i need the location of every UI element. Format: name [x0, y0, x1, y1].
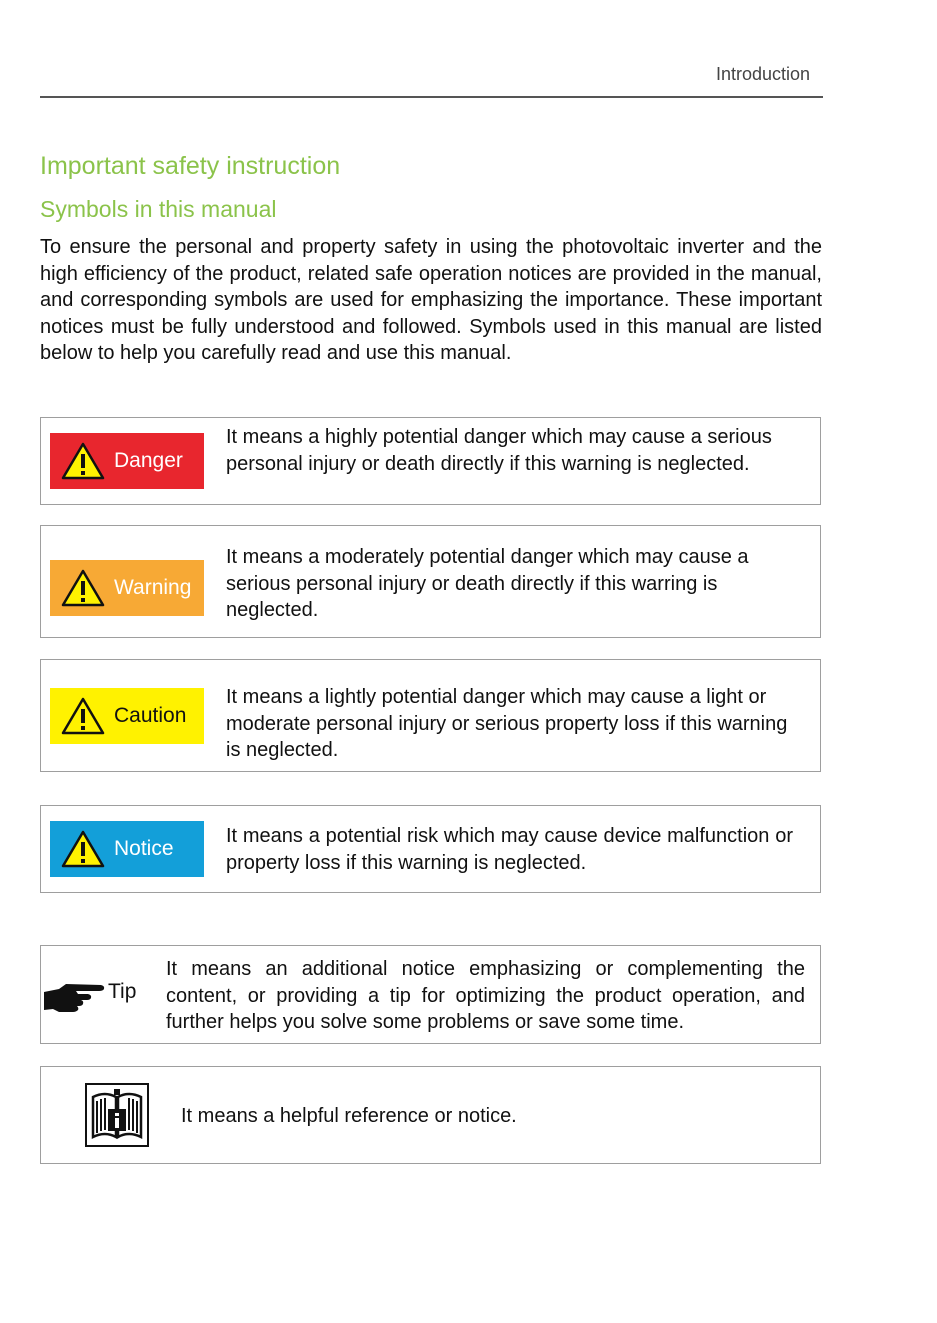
tip-description: It means an additional notice emphasizing or complementing the content, or providing a tip for optimizing the product operation, and further helps you solve some problems or save some time. — [166, 958, 805, 1033]
warning-triangle-icon — [61, 696, 105, 736]
symbol-box-danger — [40, 417, 821, 505]
tip-label: Tip — [108, 980, 137, 1003]
warning-label-text: Warning — [114, 576, 192, 599]
notice-label — [50, 821, 204, 877]
section-title: Symbols in this manual — [40, 196, 277, 222]
notice-description: It means a potential risk which may cause device malfunction or property loss if this warning is neglected. — [226, 825, 793, 874]
manual-book-icon — [85, 1083, 149, 1147]
warning-label — [50, 560, 204, 616]
danger-description: It means a highly potential danger which may cause a serious personal injury or death directly if this warning is neglected. — [226, 426, 772, 475]
danger-label — [50, 433, 204, 489]
danger-label-text: Danger — [114, 449, 183, 472]
symbol-box-warning — [40, 525, 821, 638]
reference-box — [40, 1066, 821, 1164]
pointing-hand-icon — [41, 978, 107, 1016]
warning-triangle-icon — [61, 441, 105, 481]
reference-description: It means a helpful reference or notice. — [181, 1105, 517, 1127]
warning-description: It means a moderately potential danger which may cause a serious personal injury or death directly if this warring is neglected. — [226, 546, 749, 621]
intro-paragraph: To ensure the personal and property safety in using the photovoltaic inverter and the high efficiency of the product, related safe operation notices are provided in the manual, and corresponding symbols are used for emphasizing the importance. These important notices must be fully understood and followed. Symbols used in this manual are listed below to help you carefully read and use this manual. — [40, 236, 822, 364]
notice-label-text: Notice — [114, 837, 174, 860]
page-title: Important safety instruction — [40, 152, 341, 180]
caution-label-text: Caution — [114, 704, 187, 727]
warning-triangle-icon — [61, 568, 105, 608]
symbol-box-caution — [40, 659, 821, 772]
symbol-box-notice — [40, 805, 821, 893]
running-header: Introduction — [715, 64, 810, 84]
header-rule — [40, 96, 823, 98]
caution-label — [50, 688, 204, 744]
caution-description: It means a lightly potential danger which may cause a light or moderate personal injury or serious property loss if this warning is neglected. — [226, 686, 788, 761]
warning-triangle-icon — [61, 829, 105, 869]
tip-box — [40, 945, 821, 1044]
